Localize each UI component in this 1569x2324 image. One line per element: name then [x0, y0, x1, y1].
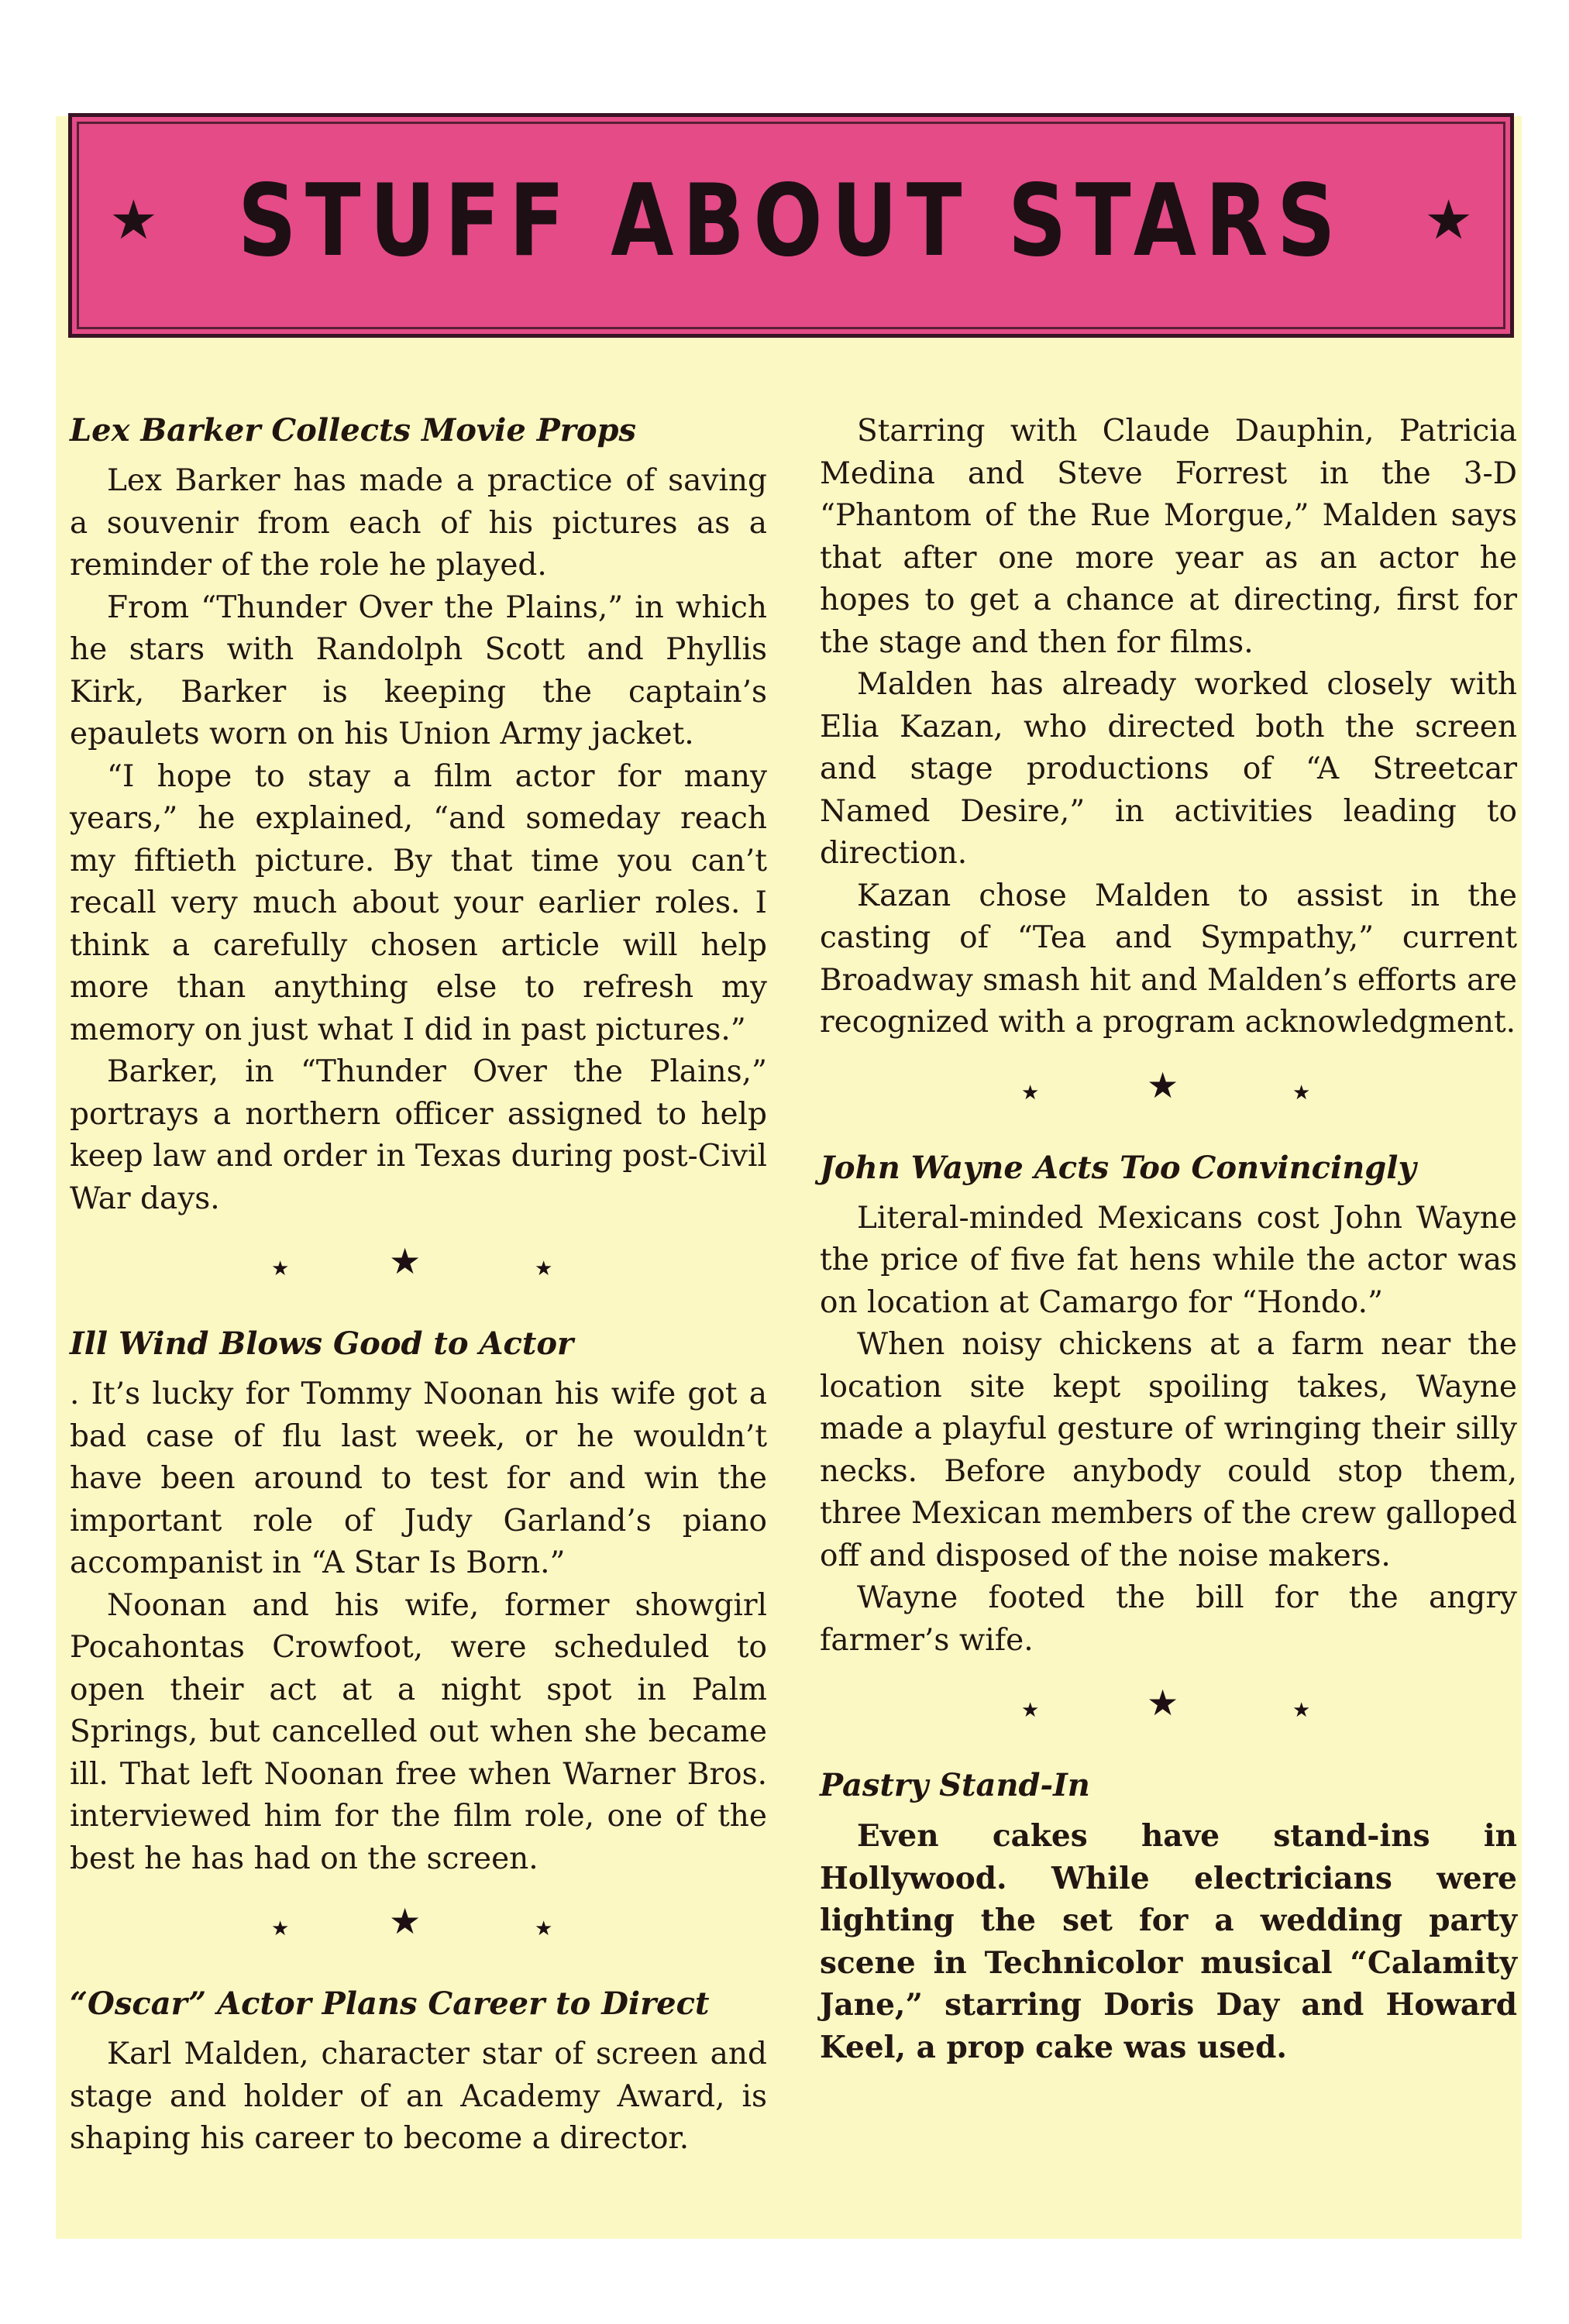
article-paragraph: . It’s lucky for Tommy Noonan his wife got a bad case of flu last week, or he wouldn’t have been around to test for and win the important role of Judy Garland’s piano accompanist in “A Star Is Born.” [70, 1377, 767, 1580]
star-icon: ★ [389, 1240, 421, 1282]
article-john-wayne [820, 1148, 1517, 1662]
star-icon: ★ [1147, 1682, 1179, 1724]
article-paragraph: Literal-minded Mexicans cost John Wayne the price of five fat hens while the actor was on location at Camargo for “Hondo.” [820, 1200, 1517, 1320]
star-icon: ★ [1021, 1699, 1040, 1722]
star-icon: ★ [1292, 1699, 1311, 1722]
article-oscar-actor [70, 1984, 767, 2161]
article-headline: John Wayne Acts Too Convincingly [820, 1149, 1416, 1186]
left-column [70, 411, 767, 2161]
star-icon: ★ [1292, 1081, 1311, 1105]
article-paragraph: Starring with Claude Dauphin, Patricia Medina and Steve Forrest in the 3-D “Phantom of the Rue Morgue,” Malden says that after one more year as an actor he hopes to get a chance at directing, first for the stage and then for films. [820, 414, 1517, 660]
article-paragraph: Kazan chose Malden to assist in the casting of “Tea and Sympathy,” current Broadway smash hit and Malden’s efforts are recognized with a program acknowledgment. [820, 878, 1517, 1040]
star-icon: ★ [1021, 1081, 1040, 1105]
article-paragraph: Wayne footed the bill for the angry farmer’s wife. [820, 1580, 1517, 1658]
star-separator [820, 1050, 1517, 1128]
article-paragraph: Barker, in “Thunder Over the Plains,” portrays a northern officer assigned to help keep law and order in Texas during post-Civil War days. [70, 1054, 767, 1216]
star-icon: ★ [271, 1257, 290, 1281]
article-paragraph: From “Thunder Over the Plains,” in which he stars with Randolph Scott and Phyllis Kirk, Barker is keeping the captain’s epaulets worn on his Union Army jacket. [70, 590, 767, 751]
star-icon: ★ [389, 1900, 421, 1942]
article-paragraph: Lex Barker has made a practice of saving a souvenir from each of his pictures as a reminder of the role he played. [70, 463, 767, 583]
article-paragraph: Malden has already worked closely with Elia Kazan, who directed both the screen and stage productions of “A Streetcar Named Desire,” in activities leading to direction. [820, 667, 1517, 871]
article-paragraph: When noisy chickens at a farm near the location site kept spoiling takes, Wayne made a playful gesture of wringing their silly necks. Before anybody could stop them, three Mexican members of the crew galloped off and disposed of the noise makers. [820, 1327, 1517, 1573]
article-pastry [820, 1765, 1517, 2068]
article-headline: Pastry Stand-In [820, 1767, 1090, 1803]
title-banner [68, 113, 1514, 338]
article-paragraph: Even cakes have stand-ins in Hollywood. While electricians were lighting the set for a wedding party scene in Technicolor musical “Calamity Jane,” starring Doris Day and Howard Keel, a prop cake was used. [820, 1818, 1517, 2065]
star-icon: ★ [535, 1917, 553, 1941]
article-headline: Ill Wind Blows Good to Actor [70, 1325, 574, 1362]
article-paragraph: Karl Malden, character star of screen and stage and holder of an Academy Award, is shaping his career to become a director. [70, 2037, 767, 2156]
article-lex-barker [70, 411, 767, 1220]
page-title: STUFF ABOUT STARS [237, 163, 1345, 279]
right-column [820, 411, 1517, 2068]
star-separator [70, 1226, 767, 1304]
article-oscar-actor-continued [820, 411, 1517, 1044]
star-separator [820, 1668, 1517, 1745]
article-headline: Lex Barker Collects Movie Props [70, 412, 637, 449]
article-ill-wind [70, 1324, 767, 1880]
star-icon: ★ [1147, 1064, 1179, 1106]
star-icon: ★ [271, 1917, 290, 1941]
star-separator [70, 1886, 767, 1964]
star-icon: ★ [535, 1257, 553, 1281]
article-paragraph: “I hope to stay a film actor for many years,” he explained, “and someday reach my fiftieth picture. By that time you can’t recall very much about your earlier roles. I think a carefully chosen article will help more than anything else to refresh my memory on just what I did in past pictures.” [70, 758, 767, 1047]
article-headline: “Oscar” Actor Plans Career to Direct [70, 1985, 710, 2022]
star-icon: ★ [109, 188, 158, 252]
article-paragraph: Noonan and his wife, former showgirl Pocahontas Crowfoot, were scheduled to open their act at a night spot in Palm Springs, but cancelled out when she became ill. That left Noonan free when Warner Bros. interviewed him for the film role, one of the best he has had on the screen. [70, 1587, 767, 1876]
star-icon: ★ [1424, 188, 1473, 252]
